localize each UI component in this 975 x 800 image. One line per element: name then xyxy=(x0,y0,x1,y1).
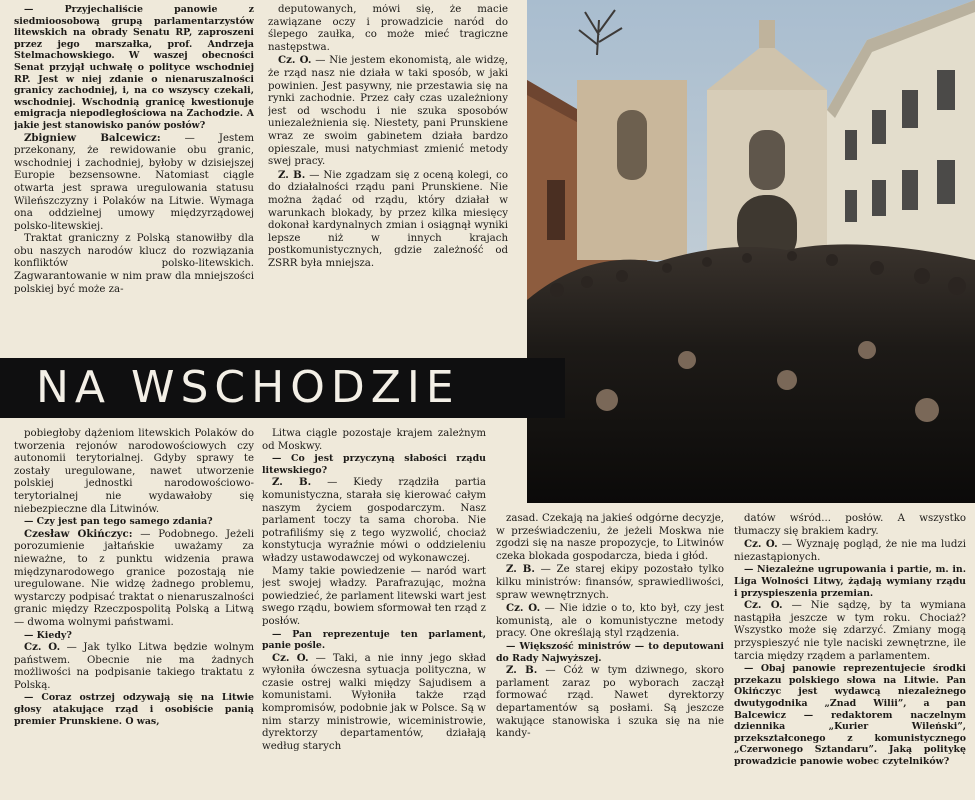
text-column-2 xyxy=(268,4,508,356)
answer-text: — Jestem przekonany, że rewidowanie obu granic, wschodniej i zachodniej, byłoby w dzisiejszej Europie bezsensowne. Natomiast ciągle otwarta jest sprawa uregulowania statusu Wileńszczyzny i Polaków na Litwie. Wymaga ona oddzielnej umowy międzyrządowej polsko-litewskiej. xyxy=(14,132,254,232)
interview-question: — Przyjechaliście panowie z siedmioosobową grupą parlamentarzystów litewskich na obrady Senatu RP, zaproszeni przez jego marszałka, prof. Andrzeja Stelmachowskiego. W waszej obecności Senat przyjął uchwałę o polityce wschodniej RP. Jest w niej zdanie o nienaruszalności granicy zachodniej, i, na co wszyscy czekali, wschodniej. Wschodnią granicę kwestionuje emigracja niepodległościowa na Zachodzie. A jakie jest stanowisko panów posłów? xyxy=(14,4,254,131)
interview-question: — Co jest przyczyną słabości rządu litewskiego? xyxy=(262,453,486,476)
interview-answer xyxy=(14,641,254,692)
speaker-name: Cz. O. xyxy=(24,641,61,654)
speaker-name: Cz. O. xyxy=(272,651,309,664)
body-paragraph: deputowanych, mówi się, że macie zawiązane oczy i prowadzicie naród do ślepego zaułka, co może mieć tragiczne następstwa. xyxy=(268,4,508,53)
answer-text: — Kiedy rządziła partia komunistyczna, starała się kierować całym naszym życiem gospodarczym. Nasz parlament toczy ta sama choroba. Nie potrafiliśmy się z tego wyzwolić, chociaż konstytucja wyraźnie mówi o oddzieleniu władzy ustawodawczej od wykonawczej. xyxy=(262,477,486,564)
speaker-name: Z. B. xyxy=(278,168,306,181)
speaker-name: Z. B. xyxy=(506,563,535,576)
speaker-name: Z. B. xyxy=(506,664,538,677)
interview-answer xyxy=(496,664,724,741)
interview-answer xyxy=(496,563,724,602)
text-column-6 xyxy=(734,513,966,800)
interview-question: — Coraz ostrzej odzywają się na Litwie głosy atakujące rząd i osobiście panią premier Prunskiene. O was, xyxy=(14,692,254,727)
answer-text: — Cóż w tym dziwnego, skoro parlament zaraz po wyborach zaczął formować rząd. Nawet dyrektorzy departamentów są posłami. Są jeszcze wakujące stanowiska i szuka się na nie kandy- xyxy=(496,665,724,740)
interview-answer xyxy=(262,652,486,754)
body-paragraph: Traktat graniczny z Polską stanowiłby dla obu naszych narodów klucz do rozwiązania konfliktów polsko-litewskich. Zagwarantowanie w nim praw dla mniejszości polskiej być może za- xyxy=(14,233,254,295)
body-paragraph: Litwa ciągle pozostaje krajem zależnym od Moskwy. xyxy=(262,428,486,452)
body-paragraph: Mamy takie powiedzenie — naród wart jest swojej władzy. Parafrazując, można powiedzieć, że parlament litewski wart jest swego rządu, bowiem sformował ten rząd z posłów. xyxy=(262,565,486,627)
interview-question: — Obaj panowie reprezentujecie środki przekazu polskiego słowa na Litwie. Pan Okińczyc jest wydawcą niezależnego dwutygodnika „Znad Wilii”, a pan Balcewicz — redaktorem naczelnym dziennika „Kurier Wileński”, przekształconego z komunistycznego „Czerwonego Sztandaru”. Jaką politykę prowadzicie panowie wobec czytelników? xyxy=(734,663,966,767)
speaker-name: Czesław Okińczyc: xyxy=(24,527,133,540)
answer-text: — Ze starej ekipy pozostało tylko kilku ministrów: finansów, sprawiedliwości, spraw wewnętrznych. xyxy=(496,564,724,601)
interview-question: — Pan reprezentuje ten parlament, panie pośle. xyxy=(262,628,486,652)
answer-text: — Nie jestem ekonomistą, ale widzę, że rząd nasz nie działa w taki sposób, w jaki powinien. Jest pasywny, nie przestawia się na rynki zachodnie. Przez cały czas uzależniony jest od wschodu i nie szuka sposobów uniezależnienia się. Niestety, pani Prunskiene wraz ze swoim gabinetem działa bardzo opieszale, musi natychmiast zmienić metody swej pracy. xyxy=(268,55,508,168)
body-paragraph: pobiegłoby dążeniom litewskich Polaków do tworzenia rejonów narodowościowych czy autonomii terytorialnej. Gdyby sprawy te zostały uregulowane, nawet utworzenie polskiej jednostki narodowościowo-terytorialnej nie wydawałoby się niebezpieczne dla Litwinów. xyxy=(14,428,254,515)
answer-text: — Podobnego. Jeżeli porozumienie jałtańskie uważamy za nieważne, to z punktu widzenia prawa międzynarodowego granice pozostają nie uregulowane. Nie widzę żadnego problemu, wystarczy podpisać traktat o nienaruszalności granic między Rzeczpospolitą Polską a Litwą — dwoma wolnymi państwami. xyxy=(14,528,254,628)
answer-text: — Taki, a nie inny jego skład wyłoniła ówczesna sytuacja polityczna, w czasie ostrej walki między Sajudisem a komunistami. Wyłoniła także rząd kompromisów, podobnie jak w Polsce. Są w nim starzy ministrowie, wiceministrowie, dyrektorzy departamentów, działają według starych xyxy=(262,652,486,752)
text-column-3 xyxy=(14,428,254,800)
interview-answer xyxy=(734,599,966,663)
interview-question: — Niezależne ugrupowania i partie, m. in. Liga Wolności Litwy, żądają wymiany rządu i przyspieszenia przemian. xyxy=(734,564,966,599)
street-crowd-photo xyxy=(527,0,975,503)
speaker-name: Cz. O. xyxy=(278,54,312,67)
interview-question: — Większość ministrów — to deputowani do Rady Najwyższej. xyxy=(496,640,724,664)
speaker-name: Z. B. xyxy=(272,476,312,489)
interview-question: — Kiedy? xyxy=(24,629,72,641)
interview-answer xyxy=(14,528,254,630)
interview-answer xyxy=(14,132,254,234)
photo-illustration xyxy=(527,0,975,503)
headline: NA WSCHODZIE xyxy=(36,362,460,413)
interview-answer xyxy=(262,476,486,565)
interview-answer xyxy=(268,54,508,168)
answer-text: — Wyznaję pogląd, że nie ma ludzi niezastąpionych. xyxy=(734,539,966,563)
speaker-name: Zbigniew Balcewicz: xyxy=(24,131,161,144)
answer-text: — Nie idzie o to, kto był, czy jest komunistą, ale o komunistyczne metody pracy. One określają styl rządzenia. xyxy=(496,603,724,640)
speaker-name: Cz. O. xyxy=(744,538,778,551)
interview-answer xyxy=(734,538,966,564)
text-column-5 xyxy=(496,513,724,800)
text-column-1 xyxy=(14,4,254,356)
speaker-name: Cz. O. xyxy=(506,602,541,615)
body-paragraph: datów wśród... posłów. A wszystko tłumaczy się brakiem kadry. xyxy=(734,513,966,537)
speaker-name: Cz. O. xyxy=(744,599,783,612)
text-column-4 xyxy=(262,428,486,800)
answer-text: — Nie sądzę, by ta wymiana nastąpiła jeszcze w tym roku. Chociaż? Wszystko może się zdarzyć. Zmiany mogą przyspieszyć nie tyle naciski zewnętrzne, ile tarcia między rządem a parlamentem. xyxy=(734,600,966,662)
body-paragraph: zasad. Czekają na jakieś odgórne decyzje, w przeświadczeniu, że jeżeli Moskwa nie zgodzi się na nasze propozycje, to Litwinów czeka blokada gospodarcza, bieda i głód. xyxy=(496,513,724,562)
answer-text: — Nie zgadzam się z oceną kolegi, co do działalności rządu pani Prunskiene. Nie można żądać od rządu, który działał w warunkach blokady, by przez kilka miesięcy dokonał kardynalnych zmian i osiągnął wyniki lepsze niż w innych krajach postkomunistycznych, gdzie zależność od ZSRR była mniejsza. xyxy=(268,169,508,269)
interview-answer xyxy=(496,602,724,641)
interview-answer xyxy=(268,169,508,271)
interview-question: — Czy jest pan tego samego zdania? xyxy=(24,516,213,528)
answer-text: — Jak tylko Litwa będzie wolnym państwem. Obecnie nie ma żadnych możliwości na podpisanie takiego traktatu z Polską. xyxy=(14,642,254,691)
